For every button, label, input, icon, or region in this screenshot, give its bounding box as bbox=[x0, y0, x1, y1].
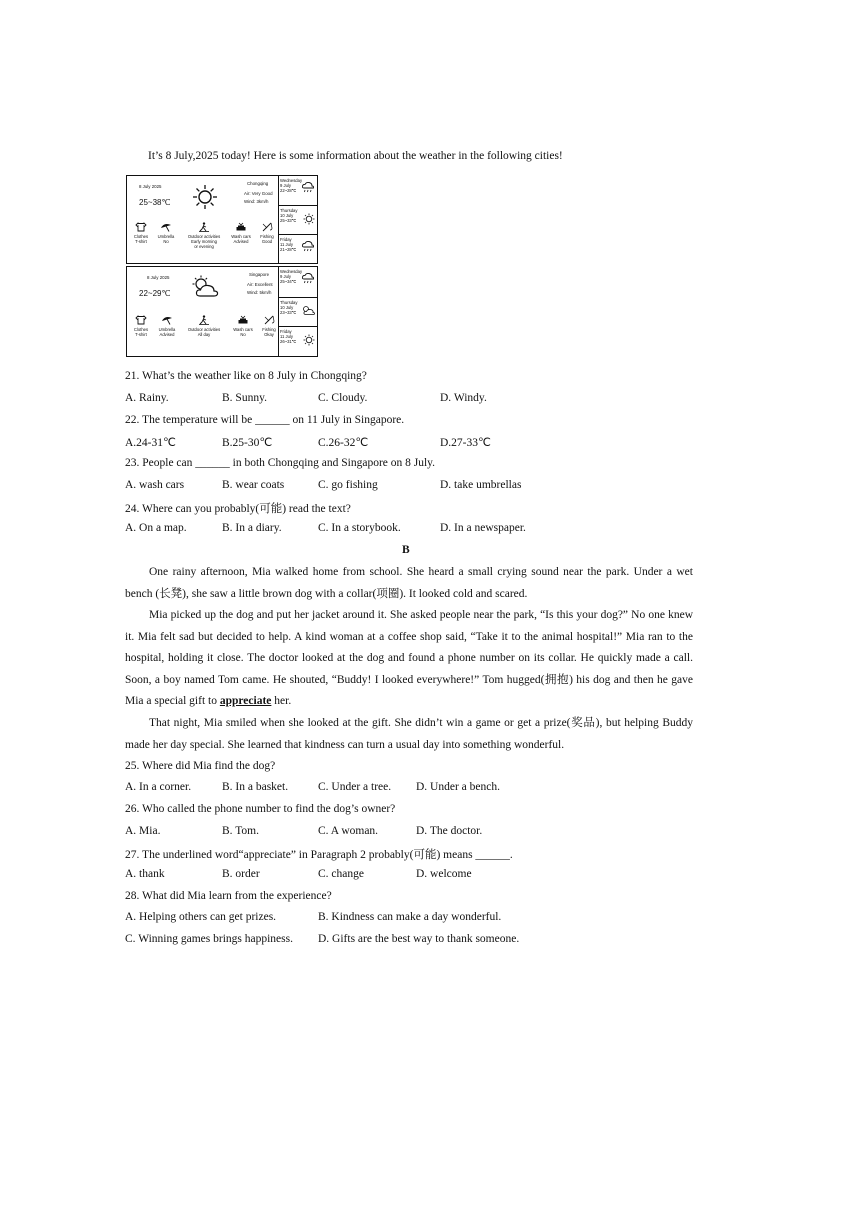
option-c[interactable]: C. go fishing bbox=[318, 479, 378, 491]
option-c[interactable]: C. Winning games brings happiness. bbox=[125, 933, 293, 945]
option-b[interactable]: B. In a basket. bbox=[222, 781, 289, 793]
forecast-day: Wednesday 9 July 25~34℃ bbox=[279, 267, 317, 297]
option-d[interactable]: D. take umbrellas bbox=[440, 479, 522, 491]
option-c[interactable]: C. Cloudy. bbox=[318, 392, 368, 404]
underlined-word: appreciate bbox=[219, 695, 272, 708]
option-c[interactable]: C.26-32℃ bbox=[318, 437, 369, 449]
option-d[interactable]: D. welcome bbox=[416, 868, 472, 880]
passage-paragraph-2: Mia picked up the dog and put her jacket around it. She asked people near the park, “Is this your dog?” No one knew it. Mia felt sad but decided to help. A kind woman at a coffee shop said, “Take it to the animal hospital!” Mia ran to the hospital, holding it close. The doctor looked at the dog and found a phone number on its collar. He quickly made a call. Soon, a boy named Tom came. He shouted, “Buddy! I looked everywhere!” Tom hugged(拥抱) his dog and then he gave Mia a special gift to appreciate her. bbox=[125, 609, 693, 708]
tshirt-icon bbox=[135, 315, 147, 325]
question-stem: 27. The underlined word“appreciate” in Paragraph 2 probably(可能) means ______. bbox=[125, 849, 513, 861]
card-temperature: 25~38℃ bbox=[139, 198, 171, 207]
option-b[interactable]: B. Tom. bbox=[222, 825, 260, 837]
question-stem: 22. The temperature will be ______ on 11 July in Singapore. bbox=[125, 414, 405, 426]
option-a[interactable]: A.24-31℃ bbox=[125, 437, 176, 449]
sun-icon bbox=[192, 184, 218, 210]
activity-umbrella: Umbrella Advised bbox=[153, 315, 181, 337]
question-stem: 24. Where can you probably(可能) read the text? bbox=[125, 503, 351, 515]
option-d[interactable]: D. Under a bench. bbox=[416, 781, 500, 793]
activity-outdoor: Outdoor activities Early morning or evening bbox=[186, 222, 222, 249]
forecast-day: Friday 11 July 26~31℃ bbox=[279, 326, 317, 356]
question-stem: 25. Where did Mia find the dog? bbox=[125, 760, 276, 772]
activity-fishing: Fishing Okay bbox=[257, 315, 281, 337]
activity-wash-cars: Wash cars No bbox=[229, 315, 257, 337]
question-stem: 28. What did Mia learn from the experience? bbox=[125, 890, 332, 902]
card-wind: Wind: 3km/h bbox=[244, 199, 269, 204]
card-air: Air: Excellent bbox=[247, 282, 273, 287]
forecast-column bbox=[278, 267, 317, 356]
activity-umbrella: Umbrella No bbox=[152, 222, 180, 244]
card-air: Air: Very Good bbox=[244, 191, 273, 196]
rain-cloud-icon bbox=[301, 181, 315, 193]
car-wash-icon bbox=[235, 222, 247, 232]
option-c[interactable]: C. Under a tree. bbox=[318, 781, 392, 793]
card-wind: Wind: 5km/h bbox=[247, 290, 272, 295]
partly-cloudy-icon bbox=[191, 275, 221, 299]
option-a[interactable]: A. Rainy. bbox=[125, 392, 169, 404]
activity-fishing: Fishing Good bbox=[255, 222, 279, 244]
card-temperature: 22~29℃ bbox=[139, 289, 171, 298]
activity-clothes: Clothes T-shirt bbox=[127, 315, 155, 337]
option-b[interactable]: B. Kindness can make a day wonderful. bbox=[318, 911, 502, 923]
forecast-column bbox=[278, 176, 317, 263]
outdoor-activity-icon bbox=[198, 222, 210, 232]
option-a[interactable]: A. In a corner. bbox=[125, 781, 192, 793]
rain-cloud-icon bbox=[301, 272, 315, 284]
forecast-day: Wednesday 9 July 22~28℃ bbox=[279, 176, 317, 205]
activity-outdoor: Outdoor activities All day bbox=[186, 315, 222, 337]
fishing-icon bbox=[261, 222, 273, 232]
option-a[interactable]: A. On a map. bbox=[125, 522, 187, 534]
sun-icon bbox=[303, 213, 315, 225]
activity-wash-cars: Wash cars Advised bbox=[227, 222, 255, 244]
sun-icon bbox=[303, 334, 315, 346]
card-city: Singapore bbox=[249, 272, 270, 277]
option-a[interactable]: A. wash cars bbox=[125, 479, 185, 491]
question-stem: 26. Who called the phone number to find the dog’s owner? bbox=[125, 803, 396, 815]
option-d[interactable]: D. The doctor. bbox=[416, 825, 483, 837]
option-a[interactable]: A. Helping others can get prizes. bbox=[125, 911, 277, 923]
question-stem: 21. What’s the weather like on 8 July in Chongqing? bbox=[125, 370, 367, 382]
forecast-day: Thursday 10 July 25~33℃ bbox=[279, 205, 317, 234]
option-b[interactable]: B. Sunny. bbox=[222, 392, 267, 404]
option-b[interactable]: B.25-30℃ bbox=[222, 437, 273, 449]
rain-cloud-icon bbox=[301, 240, 315, 252]
weather-card-chongqing bbox=[126, 175, 318, 264]
option-c[interactable]: C. change bbox=[318, 868, 364, 880]
tshirt-icon bbox=[135, 222, 147, 232]
option-b[interactable]: B. order bbox=[222, 868, 260, 880]
section-heading: B bbox=[402, 544, 410, 556]
fishing-icon bbox=[263, 315, 275, 325]
option-d[interactable]: D.27-33℃ bbox=[440, 437, 491, 449]
activity-clothes: Clothes T-shirt bbox=[127, 222, 155, 244]
intro-text: It’s 8 July,2025 today! Here is some information about the weather in the following cities! bbox=[148, 150, 563, 162]
passage-paragraph-3: That night, Mia smiled when she looked at the gift. She didn’t win a game or get a prize(奖品), but helping Buddy made her day special. She learned that kindness can turn a usual day into something wonderful. bbox=[125, 717, 693, 751]
partly-cloudy-icon bbox=[301, 304, 316, 316]
option-d[interactable]: D. Gifts are the best way to thank someone. bbox=[318, 933, 520, 945]
forecast-day: Thursday 10 July 23~33℃ bbox=[279, 297, 317, 326]
option-b[interactable]: B. In a diary. bbox=[222, 522, 282, 534]
option-c[interactable]: C. In a storybook. bbox=[318, 522, 401, 534]
option-a[interactable]: A. thank bbox=[125, 868, 165, 880]
passage-paragraph-1: One rainy afternoon, Mia walked home from school. She heard a small crying sound near the park. Under a wet bench (长凳), she saw a little brown dog with a collar(项圈). It looked cold and scared. bbox=[125, 566, 693, 600]
option-a[interactable]: A. Mia. bbox=[125, 825, 161, 837]
outdoor-activity-icon bbox=[198, 315, 210, 325]
forecast-day: Friday 11 July 21~28℃ bbox=[279, 234, 317, 263]
umbrella-icon bbox=[160, 222, 172, 232]
option-d[interactable]: D. Windy. bbox=[440, 392, 487, 404]
question-stem: 23. People can ______ in both Chongqing and Singapore on 8 July. bbox=[125, 457, 436, 469]
option-c[interactable]: C. A woman. bbox=[318, 825, 379, 837]
card-date: 8 July 2025 bbox=[139, 184, 162, 189]
card-city: Chongqing bbox=[247, 181, 269, 186]
option-b[interactable]: B. wear coats bbox=[222, 479, 285, 491]
umbrella-icon bbox=[161, 315, 173, 325]
card-date: 8 July 2025 bbox=[147, 275, 170, 280]
option-d[interactable]: D. In a newspaper. bbox=[440, 522, 526, 534]
car-wash-icon bbox=[237, 315, 249, 325]
weather-card-singapore bbox=[126, 266, 318, 357]
